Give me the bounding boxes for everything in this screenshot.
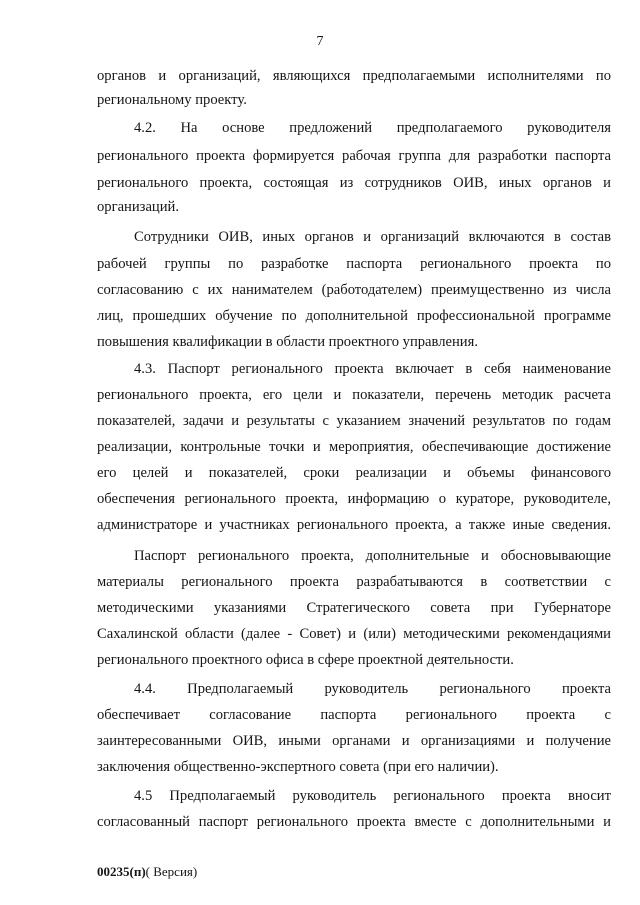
text-line: его целей и показателей, сроки реализации и объемы финансового bbox=[97, 465, 611, 481]
paragraph-4-2-first-line: 4.2. На основе предложений предполагаемого руководителя bbox=[134, 120, 611, 136]
paragraph-4-3-first-line: 4.3. Паспорт регионального проекта включает в себя наименование bbox=[134, 361, 611, 377]
text-line: обеспечивает согласование паспорта регионального проекта с bbox=[97, 707, 611, 723]
text-line: заинтересованными ОИВ, иными органами и организациями и получение bbox=[97, 733, 611, 749]
document-version: ( Версия) bbox=[145, 864, 198, 879]
text-line: рабочей группы по разработке паспорта регионального проекта по bbox=[97, 256, 611, 272]
text-line: согласованный паспорт регионального проекта вместе с дополнительными и bbox=[97, 814, 611, 830]
text-line: повышения квалификации в области проектного управления. bbox=[97, 334, 478, 350]
text-line: показателей, задачи и результаты с указанием значений результатов по годам bbox=[97, 413, 611, 429]
text-line: регионального проектного офиса в сфере проектной деятельности. bbox=[97, 652, 514, 668]
paragraph-4-5-first-line: 4.5 Предполагаемый руководитель регионального проекта вносит bbox=[134, 788, 611, 804]
paragraph-4-4-first-line: 4.4. Предполагаемый руководитель регионального проекта bbox=[134, 681, 611, 697]
text-line: регионального проекта формируется рабочая группа для разработки паспорта bbox=[97, 148, 611, 164]
text-line: материалы регионального проекта разрабатываются в соответствии с bbox=[97, 574, 611, 590]
text-line: методическими указаниями Стратегического совета при Губернаторе bbox=[97, 600, 611, 616]
text-line: органов и организаций, являющихся предполагаемыми исполнителями по bbox=[97, 68, 611, 84]
text-line: регионального проекта, состоящая из сотрудников ОИВ, иных органов и bbox=[97, 175, 611, 191]
text-line: реализации, контрольные точки и мероприятия, обеспечивающие достижение bbox=[97, 439, 611, 455]
text-line: заключения общественно-экспертного совета (при его наличии). bbox=[97, 759, 499, 775]
text-line: согласованию с их нанимателем (работодателем) преимущественно из числа bbox=[97, 282, 611, 298]
text-line: региональному проекту. bbox=[97, 92, 247, 108]
text-line: администраторе и участниках регионального проекта, а также иные сведения. bbox=[97, 517, 611, 533]
paragraph-first-line: Паспорт регионального проекта, дополнительные и обосновывающие bbox=[134, 548, 611, 564]
text-line: Сахалинской области (далее - Совет) и (или) методическими рекомендациями bbox=[97, 626, 611, 642]
page-number: 7 bbox=[316, 34, 324, 49]
text-line: обеспечения регионального проекта, информацию о кураторе, руководителе, bbox=[97, 491, 611, 507]
text-line: лиц, прошедших обучение по дополнительной профессиональной программе bbox=[97, 308, 611, 324]
paragraph-first-line: Сотрудники ОИВ, иных органов и организаций включаются в состав bbox=[134, 229, 611, 245]
document-footer bbox=[97, 863, 197, 881]
text-line: организаций. bbox=[97, 199, 179, 215]
text-line: регионального проекта, его цели и показатели, перечень методик расчета bbox=[97, 387, 611, 403]
document-code: 00235(п) bbox=[97, 864, 146, 879]
